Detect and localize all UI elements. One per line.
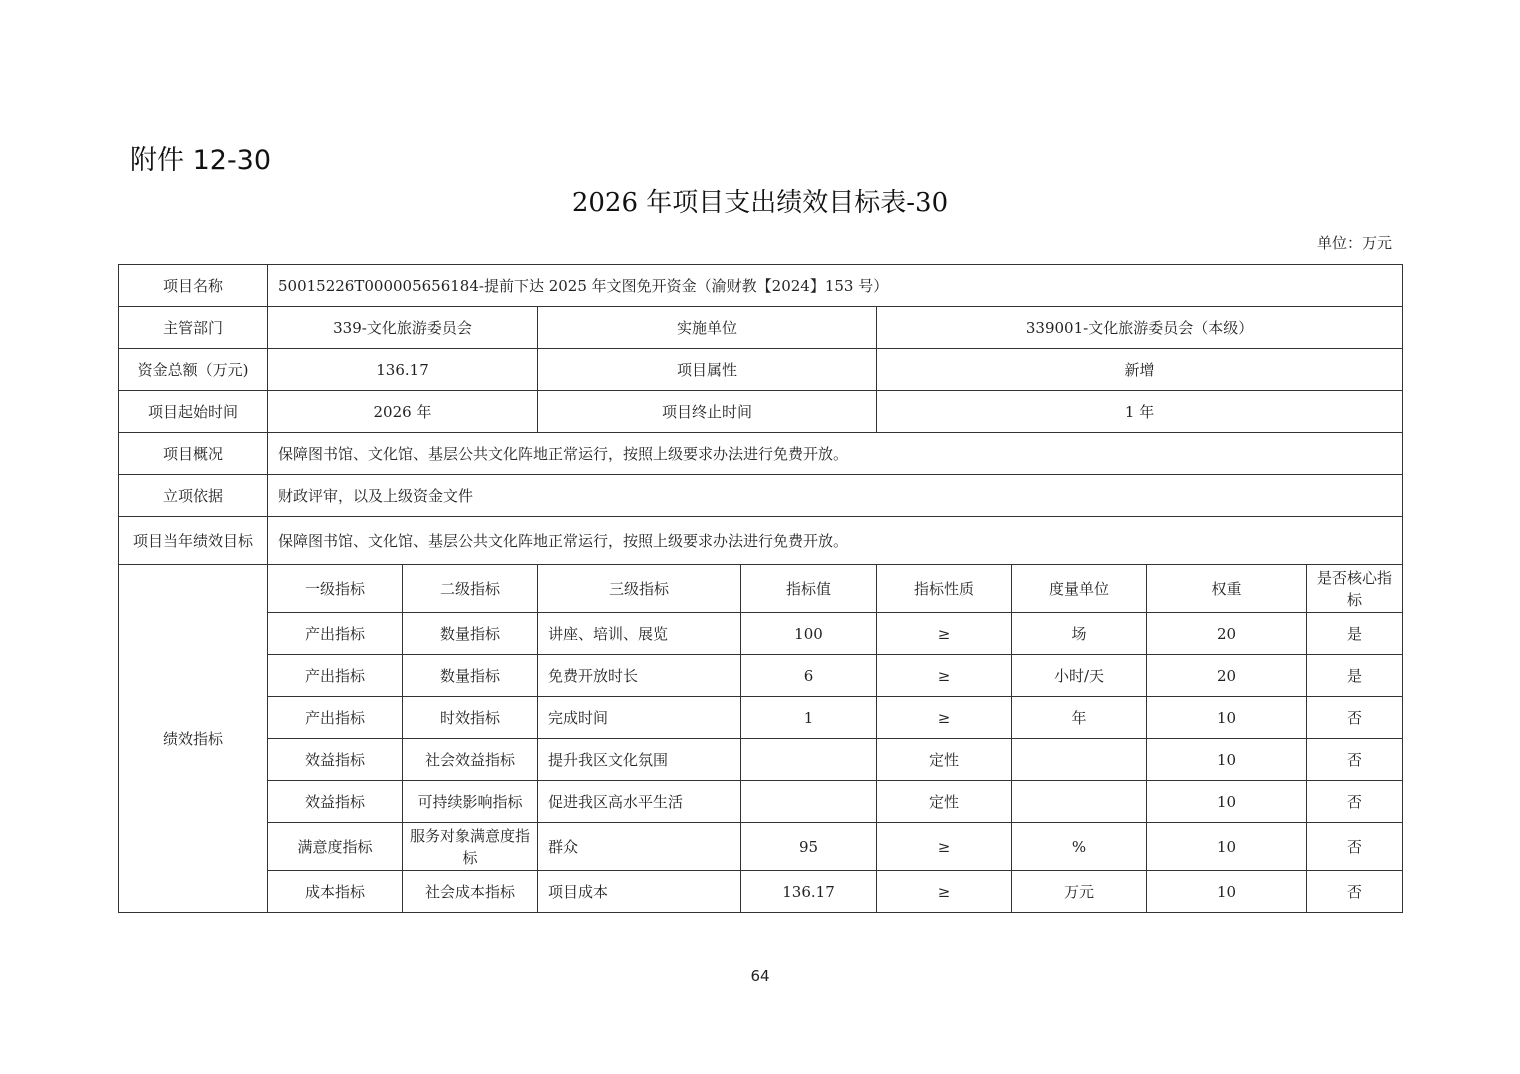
cell-level1: 满意度指标 <box>268 823 403 871</box>
cell-core: 否 <box>1307 781 1403 823</box>
cell-level1: 成本指标 <box>268 871 403 913</box>
table-row <box>119 781 1403 823</box>
impl-value: 339001-文化旅游委员会（本级） <box>877 307 1403 349</box>
cell-level3: 项目成本 <box>538 871 741 913</box>
cell-weight: 10 <box>1147 871 1307 913</box>
cell-value: 136.17 <box>741 871 877 913</box>
goal-value: 保障图书馆、文化馆、基层公共文化阵地正常运行，按照上级要求办法进行免费开放。 <box>268 517 1403 565</box>
cell-level2: 时效指标 <box>403 697 538 739</box>
overview-value: 保障图书馆、文化馆、基层公共文化阵地正常运行，按照上级要求办法进行免费开放。 <box>268 433 1403 475</box>
cell-level3: 群众 <box>538 823 741 871</box>
cell-unit <box>1012 781 1147 823</box>
cell-core: 否 <box>1307 823 1403 871</box>
cell-value: 95 <box>741 823 877 871</box>
cell-core: 否 <box>1307 739 1403 781</box>
attachment-label: 附件 12-30 <box>130 145 272 176</box>
cell-level1: 效益指标 <box>268 781 403 823</box>
page-number: 64 <box>750 967 770 985</box>
cell-level3: 讲座、培训、展览 <box>538 613 741 655</box>
attr-label: 项目属性 <box>538 349 877 391</box>
cell-level2: 服务对象满意度指标 <box>403 823 538 871</box>
header-level3: 三级指标 <box>538 565 741 613</box>
cell-core: 否 <box>1307 697 1403 739</box>
cell-weight: 10 <box>1147 781 1307 823</box>
basis-label: 立项依据 <box>119 475 268 517</box>
cell-weight: 10 <box>1147 697 1307 739</box>
row-project-name <box>119 265 1403 307</box>
funds-value: 136.17 <box>268 349 538 391</box>
cell-level3: 促进我区高水平生活 <box>538 781 741 823</box>
header-level1: 一级指标 <box>268 565 403 613</box>
start-value: 2026 年 <box>268 391 538 433</box>
cell-unit: 万元 <box>1012 871 1147 913</box>
cell-nature: 定性 <box>877 739 1012 781</box>
cell-nature: ≥ <box>877 613 1012 655</box>
cell-level1: 效益指标 <box>268 739 403 781</box>
perf-header-row <box>119 565 1403 613</box>
table-row <box>119 613 1403 655</box>
attr-value: 新增 <box>877 349 1403 391</box>
cell-level3: 完成时间 <box>538 697 741 739</box>
goal-label: 项目当年绩效目标 <box>119 517 268 565</box>
row-overview <box>119 433 1403 475</box>
header-unit: 度量单位 <box>1012 565 1147 613</box>
cell-level1: 产出指标 <box>268 655 403 697</box>
table-row <box>119 871 1403 913</box>
row-department <box>119 307 1403 349</box>
cell-level3: 免费开放时长 <box>538 655 741 697</box>
basis-value: 财政评审，以及上级资金文件 <box>268 475 1403 517</box>
cell-unit <box>1012 739 1147 781</box>
row-basis <box>119 475 1403 517</box>
cell-level2: 社会效益指标 <box>403 739 538 781</box>
cell-level3: 提升我区文化氛围 <box>538 739 741 781</box>
dept-label: 主管部门 <box>119 307 268 349</box>
start-label: 项目起始时间 <box>119 391 268 433</box>
cell-nature: ≥ <box>877 655 1012 697</box>
cell-level2: 数量指标 <box>403 613 538 655</box>
dept-value: 339-文化旅游委员会 <box>268 307 538 349</box>
unit-note: 单位：万元 <box>1316 234 1392 252</box>
row-time <box>119 391 1403 433</box>
performance-target-table <box>118 264 1403 913</box>
cell-weight: 10 <box>1147 739 1307 781</box>
table-row <box>119 655 1403 697</box>
page-title: 2026 年项目支出绩效目标表-30 <box>571 188 949 218</box>
cell-level2: 数量指标 <box>403 655 538 697</box>
cell-value: 100 <box>741 613 877 655</box>
cell-level2: 可持续影响指标 <box>403 781 538 823</box>
cell-value <box>741 781 877 823</box>
table-row <box>119 697 1403 739</box>
cell-core: 是 <box>1307 613 1403 655</box>
cell-value: 6 <box>741 655 877 697</box>
end-value: 1 年 <box>877 391 1403 433</box>
header-nature: 指标性质 <box>877 565 1012 613</box>
cell-level1: 产出指标 <box>268 697 403 739</box>
header-core: 是否核心指标 <box>1307 565 1403 613</box>
cell-core: 是 <box>1307 655 1403 697</box>
header-value: 指标值 <box>741 565 877 613</box>
cell-nature: ≥ <box>877 871 1012 913</box>
cell-value: 1 <box>741 697 877 739</box>
project-name-value: 50015226T000005656184-提前下达 2025 年文图免开资金（渝财教【2024】153 号） <box>268 265 1403 307</box>
impl-label: 实施单位 <box>538 307 877 349</box>
cell-unit: 小时/天 <box>1012 655 1147 697</box>
table-row <box>119 823 1403 871</box>
table-row <box>119 739 1403 781</box>
cell-level1: 产出指标 <box>268 613 403 655</box>
header-level2: 二级指标 <box>403 565 538 613</box>
cell-weight: 10 <box>1147 823 1307 871</box>
cell-level2: 社会成本指标 <box>403 871 538 913</box>
project-name-label: 项目名称 <box>119 265 268 307</box>
cell-nature: ≥ <box>877 823 1012 871</box>
overview-label: 项目概况 <box>119 433 268 475</box>
header-weight: 权重 <box>1147 565 1307 613</box>
cell-core: 否 <box>1307 871 1403 913</box>
cell-value <box>741 739 877 781</box>
cell-unit: % <box>1012 823 1147 871</box>
cell-nature: ≥ <box>877 697 1012 739</box>
perf-section-label: 绩效指标 <box>119 565 268 913</box>
cell-weight: 20 <box>1147 655 1307 697</box>
cell-weight: 20 <box>1147 613 1307 655</box>
row-funds <box>119 349 1403 391</box>
cell-unit: 年 <box>1012 697 1147 739</box>
cell-nature: 定性 <box>877 781 1012 823</box>
cell-unit: 场 <box>1012 613 1147 655</box>
row-goal <box>119 517 1403 565</box>
funds-label: 资金总额（万元) <box>119 349 268 391</box>
end-label: 项目终止时间 <box>538 391 877 433</box>
